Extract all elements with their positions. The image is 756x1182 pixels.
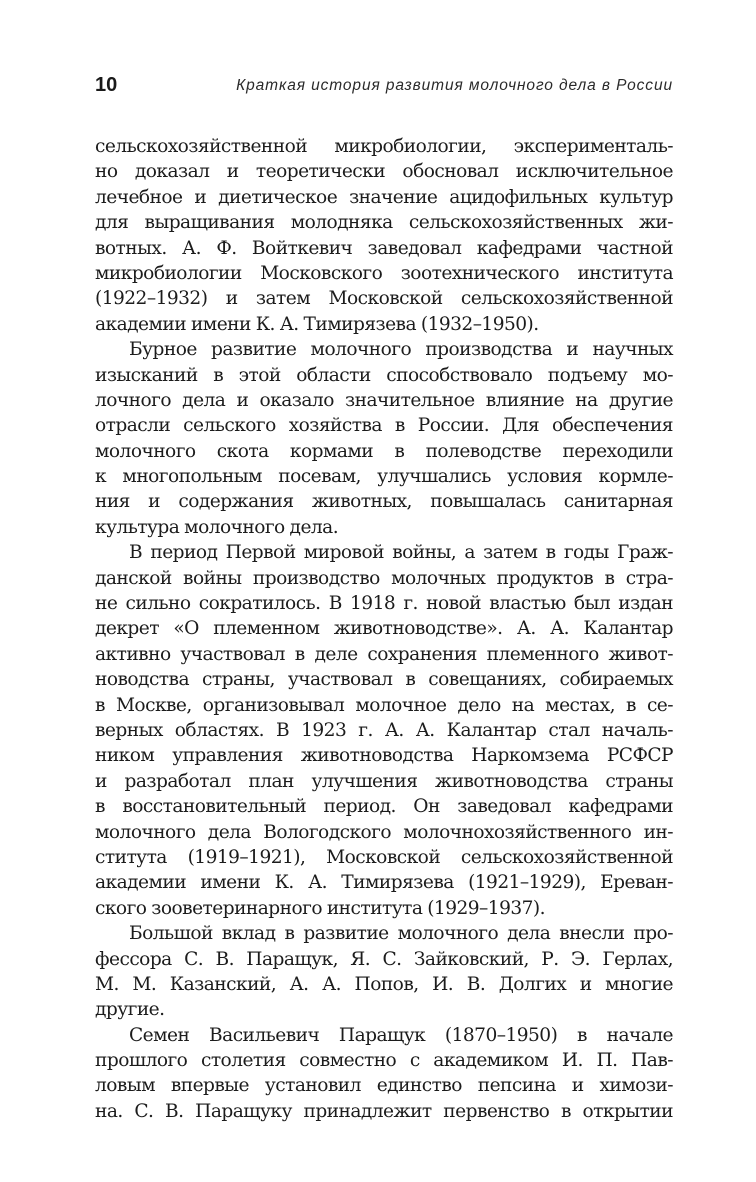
- text-line: ния и содержания животных, повышалась санитарная: [95, 491, 673, 513]
- page-header: [95, 72, 673, 98]
- text-line: декрет «О племенном животноводстве». А. А. Калантар: [95, 618, 673, 640]
- text-line: другие.: [95, 999, 165, 1021]
- text-line: для выращивания молодняка сельскохозяйственных жи-: [95, 212, 673, 234]
- text-line: фессора С. В. Паращук, Я. С. Зайковский, Р. Э. Герлах,: [95, 948, 673, 970]
- text-line: молочного скота кормами в полеводстве переходили: [95, 440, 673, 462]
- text-line: не сильно сократилось. В 1918 г. новой властью был издан: [95, 593, 673, 615]
- text-line: академии имени К. А. Тимирязева (1921–1929), Ереван-: [95, 872, 673, 894]
- text-line: вотных. А. Ф. Войткевич заведовал кафедрами частной: [95, 237, 673, 259]
- paragraph-first-line: Семен Васильевич Паращук (1870–1950) в начале: [129, 1024, 673, 1046]
- body-text: [95, 134, 673, 1124]
- text-line: в восстановительный период. Он заведовал кафедрами: [95, 796, 673, 818]
- text-line: академии имени К. А. Тимирязева (1932–1950).: [95, 313, 539, 335]
- paragraph-first-line: Бурное развитие молочного производства и научных: [129, 339, 673, 361]
- text-line: лечебное и диетическое значение ацидофильных культур: [95, 186, 673, 208]
- text-line: прошлого столетия совместно с академиком И. П. Пав-: [95, 1050, 673, 1072]
- text-line: (1922–1932) и затем Московской сельскохозяйственной: [95, 288, 673, 310]
- text-line: к многопольным посевам, улучшались условия кормле-: [95, 466, 673, 488]
- text-line: в Москве, организовывал молочное дело на местах, в се-: [95, 694, 673, 716]
- text-line: активно участвовал в деле сохранения племенного живот-: [95, 643, 673, 665]
- text-line: ником управления животноводства Наркомзема РСФСР: [95, 745, 673, 767]
- text-line: отрасли сельского хозяйства в России. Для обеспечения: [95, 415, 673, 437]
- text-line: изысканий в этой области способствовало подъему мо-: [95, 364, 673, 386]
- text-line: молочного дела Вологодского молочнохозяйственного ин-: [95, 821, 673, 843]
- text-line: но доказал и теоретически обосновал исключительное: [95, 161, 673, 183]
- text-line: ского зооветеринарного института (1929–1937).: [95, 897, 545, 919]
- text-line: на. С. В. Паращуку принадлежит первенство в открытии: [95, 1100, 673, 1122]
- running-title: Краткая история развития молочного дела в России: [236, 77, 673, 94]
- text-line: микробиологии Московского зоотехнического института: [95, 262, 673, 284]
- text-line: ститута (1919–1921), Московской сельскохозяйственной: [95, 846, 673, 868]
- text-line: М. М. Казанский, А. А. Попов, И. В. Долгих и многие: [95, 973, 673, 995]
- text-line: культура молочного дела.: [95, 516, 339, 538]
- text-line: лочного дела и оказало значительное влияние на другие: [95, 389, 673, 411]
- paragraph-first-line: Большой вклад в развитие молочного дела внесли про-: [129, 923, 673, 945]
- paragraph-first-line: В период Первой мировой войны, а затем в годы Граж-: [129, 542, 673, 564]
- text-line: и разработал план улучшения животноводства страны: [95, 770, 673, 792]
- text-line: ловым впервые установил единство пепсина и химози-: [95, 1075, 673, 1097]
- text-line: данской войны производство молочных продуктов в стра-: [95, 567, 673, 589]
- text-line: верных областях. В 1923 г. А. А. Калантар стал началь-: [95, 719, 673, 741]
- text-line: новодства страны, участвовал в совещаниях, собираемых: [95, 669, 673, 691]
- page-number: 10: [95, 74, 118, 96]
- text-line: сельскохозяйственной микробиологии, эксперименталь-: [95, 136, 673, 157]
